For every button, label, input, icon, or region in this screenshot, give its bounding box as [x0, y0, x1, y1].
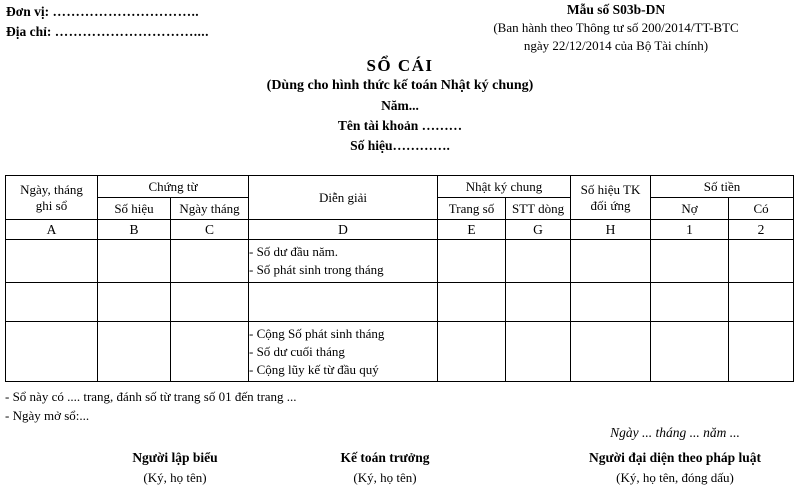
cell-journal-line[interactable] — [506, 283, 571, 322]
address-label: Địa chỉ: — [6, 24, 52, 39]
cell-voucher-number[interactable] — [98, 283, 171, 322]
title-account-code: Số hiệu…………. — [350, 138, 450, 153]
cell-journal-page[interactable] — [438, 322, 506, 382]
table-row — [6, 283, 794, 322]
cell-amount-debit[interactable] — [651, 283, 729, 322]
cell-description[interactable] — [249, 322, 438, 382]
ledger-table — [5, 175, 794, 382]
cell-date-record[interactable] — [6, 283, 98, 322]
col-header-amount-credit: Có — [729, 198, 794, 220]
cell-amount-credit[interactable] — [729, 283, 794, 322]
col-header-journal-page: Trang số — [438, 198, 506, 220]
col-header-date-record-line1: Ngày, tháng — [20, 181, 83, 197]
cell-amount-credit[interactable] — [729, 322, 794, 382]
cell-date-record[interactable] — [6, 322, 98, 382]
col-header-journal: Nhật ký chung — [438, 176, 571, 198]
unit-label: Đơn vị: — [6, 4, 50, 19]
table-header-row-top — [6, 176, 794, 198]
letter-cell-b: B — [98, 220, 171, 240]
cell-amount-credit[interactable] — [729, 240, 794, 283]
cell-account-code[interactable] — [571, 283, 651, 322]
letter-cell-2: 2 — [729, 220, 794, 240]
description-line: - Cộng Số phát sinh tháng — [249, 325, 385, 341]
document-header — [0, 0, 800, 52]
col-header-journal-line: STT dòng — [506, 198, 571, 220]
col-header-account-code-line1: Số hiệu TK — [580, 181, 641, 197]
letter-cell-e: E — [438, 220, 506, 240]
title-subtitle: (Dùng cho hình thức kế toán Nhật ký chung) — [266, 78, 534, 93]
signature-block-preparer — [75, 447, 275, 488]
cell-amount-debit[interactable] — [651, 322, 729, 382]
cell-date-record[interactable] — [6, 240, 98, 283]
signature-role: Kế toán trưởng — [340, 450, 430, 465]
letter-cell-d: D — [249, 220, 438, 240]
letter-cell-c: C — [171, 220, 249, 240]
col-header-account-code-line2: đối ứng — [590, 197, 631, 213]
signature-role: Người đại diện theo pháp luật — [589, 450, 761, 465]
signature-block-chief-accountant — [285, 447, 485, 488]
table-row — [6, 240, 794, 283]
unit-line — [6, 2, 209, 22]
cell-journal-page[interactable] — [438, 283, 506, 322]
address-value-dots: ………………………….... — [54, 24, 209, 39]
address-line — [6, 22, 209, 42]
letter-cell-a: A — [6, 220, 98, 240]
signature-block-legal-representative — [560, 447, 790, 488]
form-code: Mẫu số S03b-DN — [566, 2, 666, 17]
note-open-date: - Ngày mở sổ:... — [5, 407, 90, 423]
letter-cell-h: H — [571, 220, 651, 240]
col-header-account-code — [571, 176, 651, 220]
signature-note: (Ký, họ tên, đóng dấu) — [616, 470, 734, 485]
footer-notes — [5, 388, 297, 425]
signature-role: Người lập biểu — [132, 450, 218, 465]
unit-value-dots: ………………………….. — [52, 4, 200, 19]
cell-account-code[interactable] — [571, 240, 651, 283]
signature-note: (Ký, họ tên) — [143, 470, 207, 485]
cell-account-code[interactable] — [571, 322, 651, 382]
col-header-date-record — [6, 176, 98, 220]
cell-description[interactable] — [249, 240, 438, 283]
table-letter-row — [6, 220, 794, 240]
description-line: - Số dư cuối tháng — [249, 343, 345, 359]
col-header-amount: Số tiền — [651, 176, 794, 198]
col-header-date-record-line2: ghi sổ — [35, 197, 68, 213]
cell-voucher-number[interactable] — [98, 322, 171, 382]
title-account-name: Tên tài khoản ……… — [337, 118, 463, 133]
col-header-voucher-number: Số hiệu — [98, 198, 171, 220]
description-line: - Số dư đầu năm. — [249, 244, 339, 259]
description-line: - Cộng lũy kế từ đầu quý — [249, 361, 379, 377]
cell-voucher-date[interactable] — [171, 322, 249, 382]
signature-note: (Ký, họ tên) — [353, 470, 417, 485]
col-header-description: Diễn giải — [249, 176, 438, 220]
signature-area — [0, 425, 800, 493]
cell-journal-line[interactable] — [506, 322, 571, 382]
form-issue-line-2: ngày 22/12/2014 của Bộ Tài chính) — [523, 38, 709, 53]
description-line: - Số phát sinh trong tháng — [249, 262, 384, 277]
unit-info-block — [6, 2, 209, 42]
note-pages: - Sổ này có .... trang, đánh số từ trang số 01 đến trang ... — [5, 389, 297, 404]
form-code-block — [436, 1, 796, 55]
document-title-block — [0, 55, 800, 156]
letter-cell-g: G — [506, 220, 571, 240]
cell-voucher-date[interactable] — [171, 283, 249, 322]
letter-cell-1: 1 — [651, 220, 729, 240]
title-year: Năm... — [381, 98, 419, 113]
cell-voucher-date[interactable] — [171, 240, 249, 283]
cell-voucher-number[interactable] — [98, 240, 171, 283]
signature-date-line: Ngày ... tháng ... năm ... — [610, 425, 740, 440]
cell-journal-line[interactable] — [506, 240, 571, 283]
cell-journal-page[interactable] — [438, 240, 506, 283]
col-header-voucher: Chứng từ — [98, 176, 249, 198]
col-header-amount-debit: Nợ — [651, 198, 729, 220]
cell-description[interactable] — [249, 283, 438, 322]
cell-amount-debit[interactable] — [651, 240, 729, 283]
page-title: SỔ CÁI — [366, 56, 434, 75]
table-row — [6, 322, 794, 382]
form-issue-line-1: (Ban hành theo Thông tư số 200/2014/TT-BTC — [493, 20, 739, 35]
col-header-voucher-date: Ngày tháng — [171, 198, 249, 220]
